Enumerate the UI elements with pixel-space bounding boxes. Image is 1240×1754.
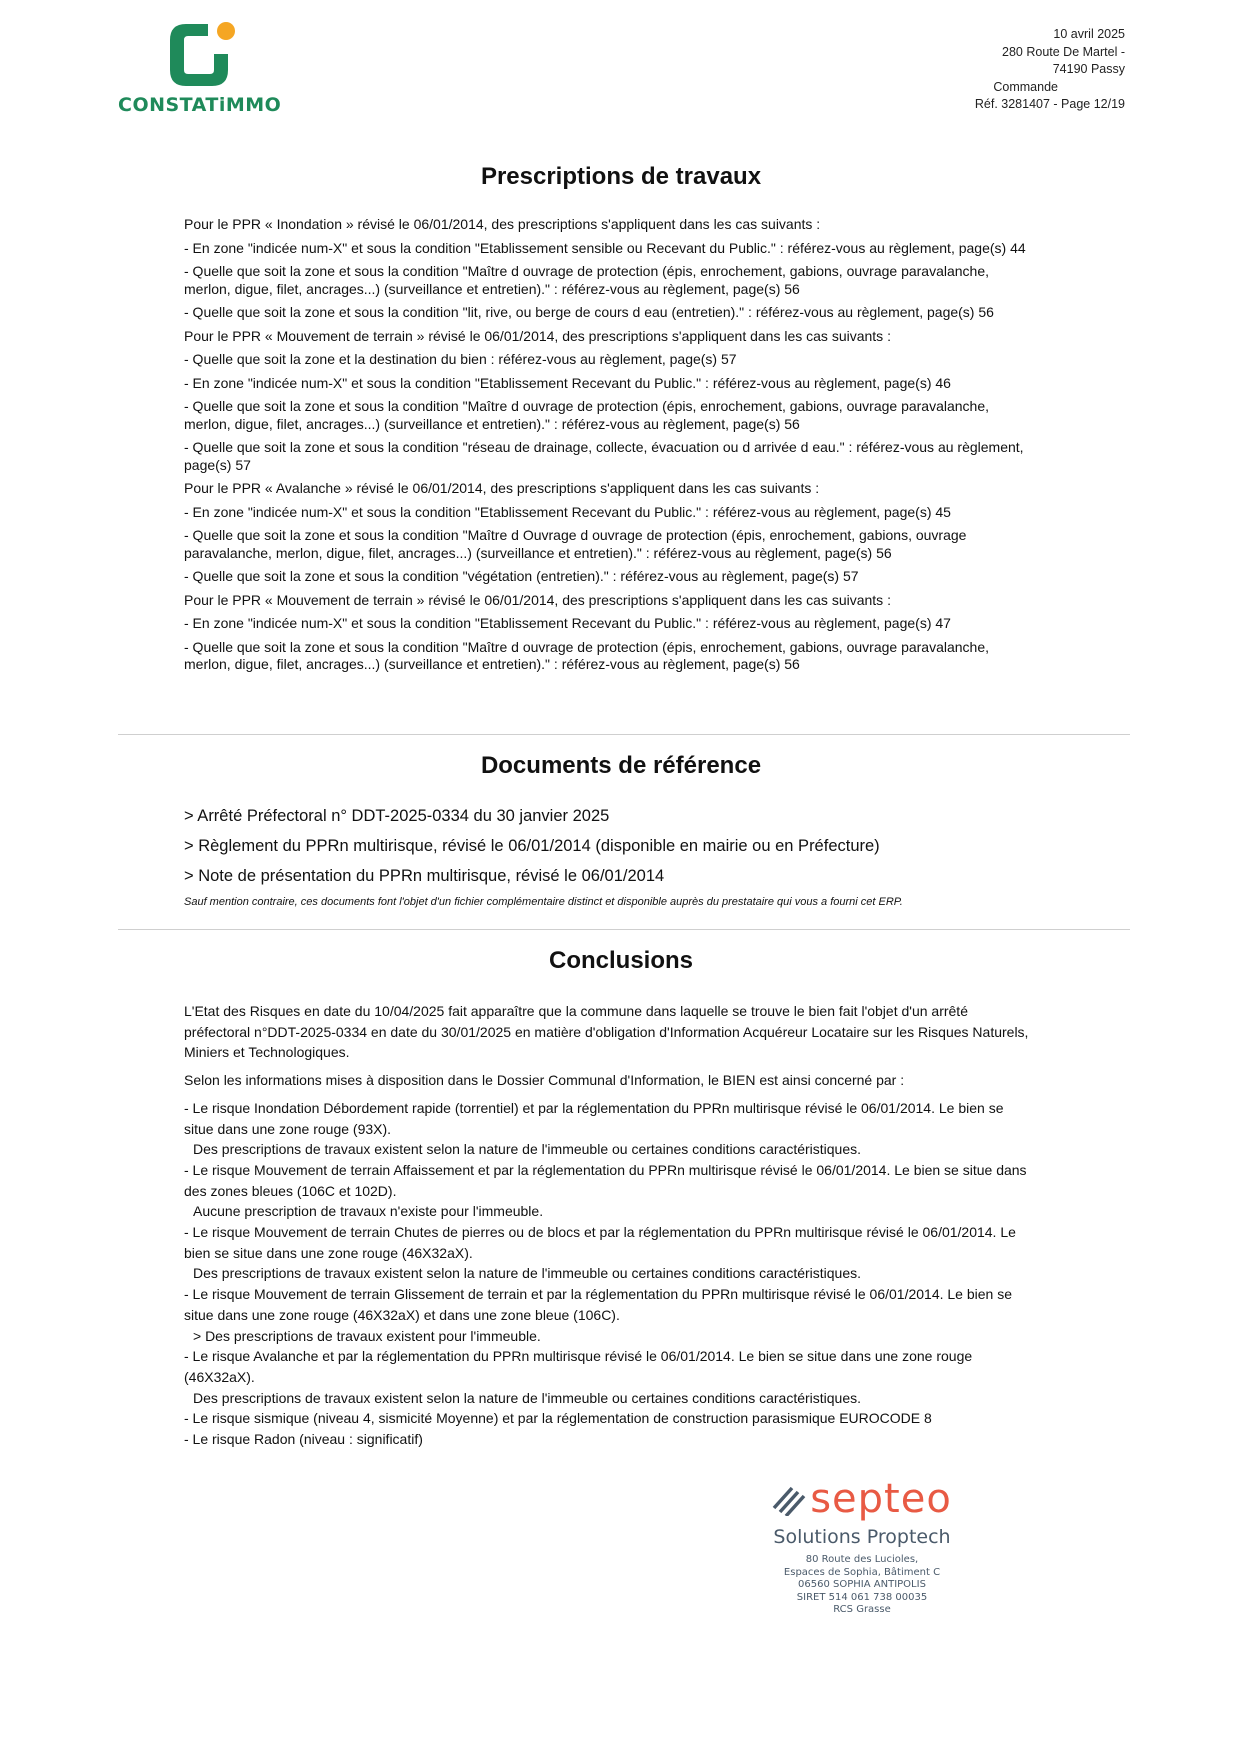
- prescription-paragraph: Pour le PPR « Mouvement de terrain » révisé le 06/01/2014, des prescriptions s'appliquent dans les cas suivants :: [184, 591, 891, 608]
- prescriptions-body: [184, 216, 1034, 680]
- conclusion-line: - Le risque Inondation Débordement rapide (torrentiel) et par la réglementation du PPRn multirisque révisé le 06/01/2014. Le bien se situe dans une zone rouge (93X).: [184, 1099, 1004, 1137]
- septeo-address-line: RCS Grasse: [833, 1604, 891, 1615]
- constatimmo-logo: [118, 18, 288, 116]
- address-line-2: 74190 Passy: [1052, 62, 1125, 76]
- conclusion-line: Des prescriptions de travaux existent selon la nature de l'immeuble ou certaines conditions caractéristiques.: [193, 1265, 862, 1282]
- reference-page: Réf. 3281407 - Page 12/19: [974, 97, 1125, 111]
- septeo-address: [742, 1554, 982, 1617]
- prescription-paragraph: - Quelle que soit la zone et sous la condition "lit, rive, ou berge de cours d eau (entretien)." : référez-vous au règlement, page(s) 56: [184, 304, 994, 320]
- section-divider: [118, 929, 1130, 930]
- documents-body: [184, 805, 1034, 917]
- conclusion-line: - Le risque sismique (niveau 4, sismicité Moyenne) et par la réglementation de construction parasismique EUROCODE 8: [184, 1410, 932, 1427]
- prescriptions-title: Prescriptions de travaux: [480, 163, 762, 190]
- septeo-logo: [742, 1476, 982, 1617]
- conclusion-selon: Selon les informations mises à disposition dans le Dossier Communal d'Information, le BIEN est ainsi concerné par :: [184, 1072, 905, 1089]
- conclusion-line: - Le risque Radon (niveau : significatif): [184, 1431, 423, 1448]
- prescription-paragraph: - Quelle que soit la zone et sous la condition "Maître d ouvrage de protection (épis, enrochement, gabions, ouvrage paravalanche, merlon, digue, filet, ancrages...) (surveillance et entretien)." : référez-vous au règlement, page(s) 56: [184, 263, 990, 297]
- conclusion-line: - Le risque Mouvement de terrain Glissement de terrain et par la réglementation du PPRn multirisque révisé le 06/01/2014. Le bien se situe dans une zone rouge (46X32aX) et dans une zone bleue (106C).: [184, 1286, 1013, 1323]
- conclusion-intro: L'Etat des Risques en date du 10/04/2025 fait apparaître que la commune dans laquelle se trouve le bien fait l'objet d'un arrêté préfectoral n°DDT-2025-0334 en date du 30/01/2025 en matière d'obligation d'Information Acquéreur Locataire sur les Risques Naturels, Miniers et Technologiques.: [184, 1003, 1029, 1061]
- documents-title: Documents de référence: [480, 752, 762, 779]
- prescription-paragraph: - En zone "indicée num-X" et sous la condition "Etablissement Recevant du Public." : référez-vous au règlement, page(s) 45: [184, 503, 951, 520]
- prescription-paragraph: - En zone "indicée num-X" et sous la condition "Etablissement Recevant du Public." : référez-vous au règlement, page(s) 46: [184, 374, 951, 391]
- prescription-paragraph: - Quelle que soit la zone et sous la condition "végétation (entretien)." : référez-vous au règlement, page(s) 57: [184, 568, 859, 584]
- prescription-paragraph: - Quelle que soit la zone et sous la condition "Maître d ouvrage de protection (épis, enrochement, gabions, ouvrage paravalanche, merlon, digue, filet, ancrages...) (surveillance et entretien)." : référez-vous au règlement, page(s) 56: [184, 638, 990, 672]
- logo-wordmark: CONSTATiMMO: [118, 94, 282, 116]
- constatimmo-logo-icon: [164, 18, 240, 92]
- commande-label: Commande: [993, 79, 1058, 94]
- prescription-paragraph: - Quelle que soit la zone et sous la condition "Maître d ouvrage de protection (épis, enrochement, gabions, ouvrage paravalanche, merlon, digue, filet, ancrages...) (surveillance et entretien)." : référez-vous au règlement, page(s) 56: [184, 398, 990, 432]
- septeo-stripes-icon: [772, 1482, 806, 1516]
- conclusion-line: > Des prescriptions de travaux existent pour l'immeuble.: [193, 1327, 541, 1344]
- prescription-paragraph: - En zone "indicée num-X" et sous la condition "Etablissement sensible ou Recevant du Public." : référez-vous au règlement, page(s) 44: [184, 239, 1026, 256]
- header-info: [865, 26, 1125, 114]
- report-date: 10 avril 2025: [1053, 27, 1125, 41]
- conclusion-line: - Le risque Avalanche et par la réglementation du PPRn multirisque révisé le 06/01/2014. Le bien se situe dans une zone rouge (46X32aX).: [184, 1348, 973, 1385]
- prescription-paragraph: Pour le PPR « Avalanche » révisé le 06/01/2014, des prescriptions s'appliquent dans les cas suivants :: [184, 480, 820, 496]
- conclusion-line: Aucune prescription de travaux n'existe pour l'immeuble.: [193, 1203, 544, 1220]
- conclusions-title: Conclusions: [548, 947, 693, 974]
- septeo-wordmark: septeo: [810, 1476, 952, 1522]
- septeo-address-line: 80 Route des Lucioles,: [805, 1554, 919, 1565]
- conclusions-body: [184, 1001, 1034, 1450]
- prescription-paragraph: - Quelle que soit la zone et sous la condition "réseau de drainage, collecte, évacuation ou d arrivée d eau." : référez-vous au règlement, page(s) 57: [184, 439, 1024, 473]
- septeo-address-line: 06560 SOPHIA ANTIPOLIS: [798, 1579, 926, 1590]
- prescription-paragraph: Pour le PPR « Mouvement de terrain » révisé le 06/01/2014, des prescriptions s'appliquent dans les cas suivants :: [184, 327, 891, 344]
- conclusion-line: - Le risque Mouvement de terrain Affaissement et par la réglementation du PPRn multirisque révisé le 06/01/2014. Le bien se situe dans des zones bleues (106C et 102D).: [184, 1161, 1027, 1199]
- prescription-paragraph: - Quelle que soit la zone et sous la condition "Maître d Ouvrage d ouvrage de protection (épis, enrochement, gabions, ouvrage paravalanche, merlon, digue, filet, ancrages...) (surveillance et entretien)." : référez-vous au règlement, page(s) 56: [184, 527, 967, 561]
- documents-note: Sauf mention contraire, ces documents font l'objet d'un fichier complémentaire distinct et disponible auprès du prestataire qui vous a fourni cet ERP.: [184, 896, 903, 908]
- document-item: > Règlement du PPRn multirisque, révisé le 06/01/2014 (disponible en mairie ou en Préfecture): [184, 837, 880, 855]
- conclusion-line: - Le risque Mouvement de terrain Chutes de pierres ou de blocs et par la réglementation du PPRn multirisque révisé le 06/01/2014. Le bien se situe dans une zone rouge (46X32aX).: [184, 1224, 1016, 1261]
- section-divider: [118, 734, 1130, 735]
- address-line-1: 280 Route De Martel -: [1002, 44, 1125, 59]
- conclusion-line: Des prescriptions de travaux existent selon la nature de l'immeuble ou certaines conditions caractéristiques.: [193, 1141, 862, 1158]
- prescription-paragraph: Pour le PPR « Inondation » révisé le 06/01/2014, des prescriptions s'appliquent dans les cas suivants :: [184, 216, 821, 232]
- septeo-address-line: SIRET 514 061 738 00035: [796, 1591, 928, 1603]
- prescription-paragraph: - Quelle que soit la zone et la destination du bien : référez-vous au règlement, page(s) 57: [184, 351, 737, 367]
- septeo-address-line: Espaces de Sophia, Bâtiment C: [783, 1566, 941, 1578]
- document-item: > Note de présentation du PPRn multirisque, révisé le 06/01/2014: [184, 867, 665, 885]
- septeo-subtitle: Solutions Proptech: [773, 1526, 951, 1548]
- document-item: > Arrêté Préfectoral n° DDT-2025-0334 du 30 janvier 2025: [184, 807, 610, 825]
- prescription-paragraph: - En zone "indicée num-X" et sous la condition "Etablissement Recevant du Public." : référez-vous au règlement, page(s) 47: [184, 615, 951, 631]
- conclusion-line: Des prescriptions de travaux existent selon la nature de l'immeuble ou certaines conditions caractéristiques.: [193, 1389, 862, 1406]
